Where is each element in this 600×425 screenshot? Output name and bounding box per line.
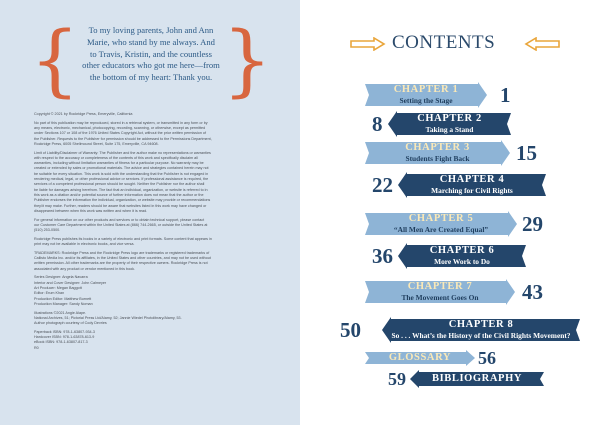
- toc-entry[interactable]: [300, 111, 600, 137]
- copyright-line: Production Editor: Matthew Burnett: [34, 296, 92, 301]
- copyright-line: rendering medical, legal, or other professional advice or services. If professional assistance is required, the: [34, 177, 209, 182]
- copyright-line: associated with any product or vendor mentioned in this book.: [34, 266, 136, 271]
- copyright-line: Rockridge Press, 6005 Shellmound Street, Suite 175, Emeryville, CA 94608.: [34, 141, 159, 146]
- chapter-label: CHAPTER 6: [429, 245, 495, 256]
- page-number: 56: [478, 348, 496, 368]
- copyright-line: Editor: Erum Khan: [34, 291, 65, 296]
- dedication-line: Marie, who stand by me always. And: [87, 36, 215, 47]
- toc-banner: [365, 140, 510, 166]
- copyright-line: R0: [34, 345, 39, 350]
- copyright-line: be suitable for every situation. This work is sold with the understanding that the Publisher is not engaged in: [34, 171, 209, 176]
- copyright-paragraph: [34, 112, 272, 117]
- chapter-subtitle: Taking a Stand: [425, 125, 474, 134]
- copyright-line: Series Designer: Angela Navarra: [34, 275, 88, 280]
- page-number: 50: [340, 318, 361, 342]
- copyright-line: Interior and Cover Designer: John Calmeyer: [34, 280, 107, 285]
- toc-entry[interactable]: [300, 82, 600, 108]
- chapter-subtitle: “All Men Are Created Equal”: [393, 225, 489, 234]
- chapter-subtitle: So . . . What’s the History of the Civil Rights Movement?: [391, 331, 571, 340]
- copyright-line: Production Manager: Sandy Noman: [34, 301, 93, 306]
- toc-banner: [398, 172, 546, 198]
- toc-banner: [365, 279, 515, 305]
- chapter-subtitle: The Movement Goes On: [401, 293, 479, 302]
- chapter-subtitle: Setting the Stage: [399, 96, 453, 105]
- chapter-label: CHAPTER 2: [417, 113, 482, 124]
- copyright-line: be liable for damages arising herefrom. The fact that an individual, organization, or website is referred to in: [34, 187, 208, 192]
- page-number: 29: [522, 212, 543, 236]
- copyright-line: (510) 253-0500.: [34, 228, 61, 233]
- copyright-line: our Customer Care Department within the United States at (866) 744-2665, or outside the United States at: [34, 222, 208, 227]
- page-number: 15: [516, 141, 537, 165]
- copyright-paragraph: [34, 121, 272, 147]
- toc-banner: [388, 111, 511, 137]
- copyright-line: any means, electronic, mechanical, photocopying, recording, scanning, or otherwise, except as permitted: [34, 125, 206, 130]
- toc-entry[interactable]: [300, 211, 600, 237]
- copyright-line: Callisto Media Inc. and/or its affiliates, in the United States and other countries, and may not be used without: [34, 256, 211, 261]
- page-number: 59: [388, 369, 406, 389]
- page-number: 36: [372, 244, 393, 268]
- contents-title: CONTENTS: [392, 32, 496, 53]
- dedication-line: To my loving parents, John and Ann: [88, 25, 214, 35]
- copyright-line: Illustrations ©2021 Angie Alape.: [34, 310, 87, 315]
- page-number: 43: [522, 280, 543, 304]
- copyright-line: Rockridge Press publishes its books in a variety of electronic and print formats. Some content that appears in: [34, 236, 212, 241]
- chapter-label: CHAPTER 1: [393, 84, 459, 95]
- copyright-text: [34, 112, 272, 354]
- copyright-line: with respect to the accuracy or completeness of the contents of this work and specifically disclaim all: [34, 155, 198, 160]
- toc-banner: [398, 243, 526, 269]
- chapter-subtitle: Marching for Civil Rights: [431, 186, 513, 195]
- copyright-paragraph: [34, 275, 272, 307]
- chapter-label: CHAPTER 8: [448, 319, 514, 330]
- dedication-line: other educators who got me here—from: [82, 60, 220, 71]
- arrow-right-icon: [350, 37, 386, 51]
- toc-banner: [382, 317, 580, 343]
- copyright-paragraph: [34, 251, 272, 272]
- copyright-line: Copyright © 2021 by Rockridge Press, Emeryville, California: [34, 112, 133, 116]
- copyright-line: the Publisher. Requests to the Publisher for permission should be addressed to the Permissions Department,: [34, 136, 212, 141]
- toc-banner: [410, 370, 544, 388]
- toc-banner: [365, 82, 487, 108]
- toc-entry[interactable]: [300, 317, 600, 343]
- contents-header: [350, 32, 560, 54]
- chapter-label: CHAPTER 3: [405, 142, 470, 153]
- copyright-line: services of a competent professional person should be sought. Neither the Publisher nor the author shall: [34, 182, 205, 187]
- page-number: 22: [372, 173, 393, 197]
- copyright-line: eBook ISBN: 978-1-63807-817-3: [34, 340, 88, 345]
- toc-entry[interactable]: [300, 172, 600, 198]
- page-number: 8: [372, 112, 383, 136]
- toc-entry[interactable]: [300, 140, 600, 166]
- toc-entry[interactable]: [300, 243, 600, 269]
- copyright-line: they/it may make. Further, readers should be aware that websites listed in this work may have changed or: [34, 203, 207, 208]
- copyright-line: Limit of Liability/Disclaimer of Warranty: The Publisher and the author make no representations or warranties: [34, 150, 211, 155]
- copyright-line: No part of this publication may be reproduced, stored in a retrieval system, or transmitted in any form or by: [34, 120, 208, 125]
- copyright-line: written permission. All other trademarks are the property of their respective owners. Rockridge Press is not: [34, 261, 208, 266]
- copyright-line: Art Producer: Megan Baggott: [34, 285, 82, 290]
- left-brace-ornament: {: [30, 16, 80, 106]
- toc-banner: [365, 211, 517, 237]
- dedication-block: [30, 16, 272, 106]
- dedication-line: the bottom of my heart: Thank you.: [89, 72, 213, 83]
- copyright-line: print may not be available in electronic books, and vice versa.: [34, 242, 135, 247]
- copyright-paragraph: [34, 218, 272, 234]
- chapter-label: GLOSSARY: [388, 352, 452, 363]
- contents-page: [300, 0, 600, 425]
- chapter-label: BIBLIOGRAPHY: [431, 373, 523, 384]
- dedication-line: to Travis, Kristin, and the countless: [90, 48, 212, 59]
- copyright-paragraph: [34, 330, 272, 351]
- copyright-line: disappeared between when this work was written and when it is read.: [34, 208, 148, 213]
- copyright-line: created or extended by sales or promotional materials. The advice and strategies contained herein may not: [34, 166, 209, 171]
- copyright-line: this work as a citation and/or potential source of further information does not mean that the author or the: [34, 192, 204, 197]
- copyright-line: National Archives, 51; Pictorial Press Ltd/Alamy, 52; Jannie Wiedel Photolibrary/Alamy, 53.: [34, 315, 182, 320]
- copyright-line: Hardcover ISBN: 978-1-63878-613-9: [34, 335, 95, 340]
- page-number: 1: [500, 83, 511, 107]
- copyright-line: Paperback ISBN: 978-1-63807-934-3: [34, 329, 95, 334]
- chapter-label: CHAPTER 5: [408, 213, 474, 224]
- copyright-line: For general information on our other products and services or to obtain technical support, please contact: [34, 217, 205, 222]
- chapter-subtitle: Students Fight Back: [405, 154, 470, 163]
- toc-banner: [365, 350, 475, 366]
- copyright-line: under Sections 107 or 108 of the 1976 United States Copyright Act, without the prior written permission of: [34, 131, 206, 136]
- copyright-paragraph: [34, 311, 272, 327]
- copyright-line: warranties, including without limitation warranties of fitness for a particular purpose. No warranty may be: [34, 161, 204, 166]
- copyright-line: Author photograph courtesy of Cody Devries: [34, 321, 107, 326]
- copyright-paragraph: [34, 237, 272, 248]
- chapter-subtitle: More Work to Do: [434, 257, 490, 266]
- copyright-paragraph: [34, 151, 272, 215]
- copyright-line: TRADEMARKS: Rockridge Press and the Rockridge Press logo are trademarks or registered trademarks of: [34, 250, 210, 255]
- arrow-left-icon: [524, 37, 560, 51]
- dedication-text: [56, 25, 246, 84]
- toc-entry[interactable]: [300, 279, 600, 305]
- chapter-label: CHAPTER 4: [439, 174, 505, 185]
- copyright-line: Publisher endorses the information the individual, organization, or website may provide or recommendations: [34, 198, 211, 203]
- chapter-label: CHAPTER 7: [407, 281, 473, 292]
- toc-entry[interactable]: [300, 370, 600, 396]
- right-brace-ornament: }: [222, 16, 272, 106]
